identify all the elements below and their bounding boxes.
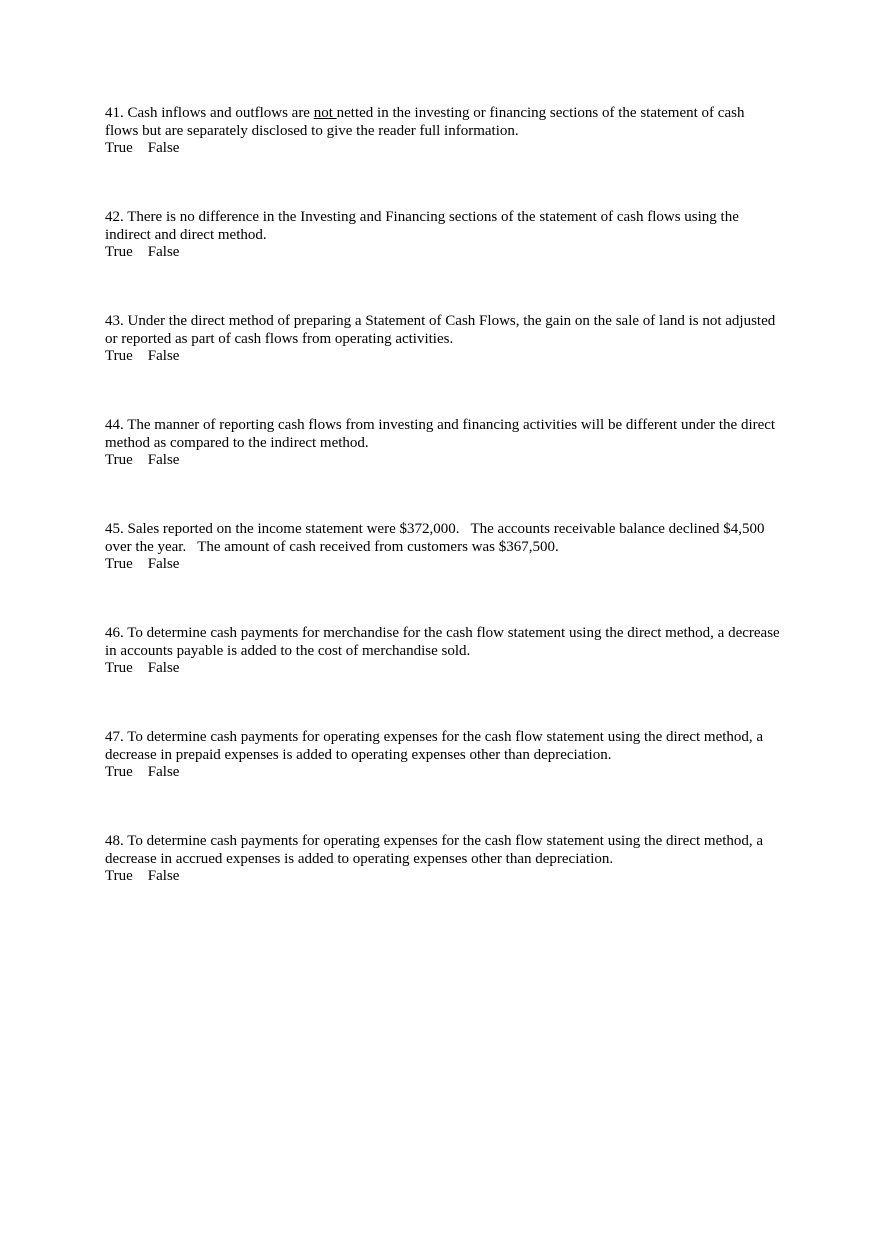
false-option[interactable]: False bbox=[147, 452, 180, 468]
answer-options bbox=[105, 764, 780, 782]
answer-options bbox=[105, 452, 780, 470]
answer-options bbox=[105, 348, 780, 366]
true-option[interactable]: True bbox=[105, 660, 133, 676]
question-42 bbox=[105, 209, 780, 262]
question-number: 43. bbox=[105, 313, 124, 329]
false-option[interactable]: False bbox=[147, 140, 180, 156]
answer-options bbox=[105, 244, 780, 262]
question-text bbox=[105, 209, 780, 244]
false-option[interactable]: False bbox=[147, 556, 180, 572]
true-option[interactable]: True bbox=[105, 348, 133, 364]
question-text bbox=[105, 521, 780, 556]
question-body: The manner of reporting cash flows from investing and financing activities will be different under the direct method as compared to the indirect method. bbox=[105, 417, 776, 451]
question-text-part: netted in the investing or financing sections of the statement of cash flows but are separately disclosed to give the reader full information. bbox=[105, 105, 745, 139]
answer-options bbox=[105, 660, 780, 678]
question-45 bbox=[105, 521, 780, 574]
question-body: To determine cash payments for operating expenses for the cash flow statement using the direct method, a decrease in prepaid expenses is added to operating expenses other than depreciation. bbox=[105, 729, 764, 763]
true-option[interactable]: True bbox=[105, 140, 133, 156]
question-text-part: Cash inflows and outflows are bbox=[127, 105, 314, 121]
answer-options bbox=[105, 556, 780, 574]
question-41 bbox=[105, 105, 780, 158]
question-text bbox=[105, 729, 780, 764]
question-text bbox=[105, 833, 780, 868]
question-number: 47. bbox=[105, 729, 124, 745]
false-option[interactable]: False bbox=[147, 348, 180, 364]
question-body: Sales reported on the income statement were $372,000. The accounts receivable balance declined $4,500 over the year. The amount of cash received from customers was $367,500. bbox=[105, 521, 769, 555]
true-option[interactable]: True bbox=[105, 244, 133, 260]
question-46 bbox=[105, 625, 780, 678]
true-option[interactable]: True bbox=[105, 556, 133, 572]
question-text bbox=[105, 417, 780, 452]
true-option[interactable]: True bbox=[105, 452, 133, 468]
question-body: Under the direct method of preparing a Statement of Cash Flows, the gain on the sale of land is not adjusted or reported as part of cash flows from operating activities. bbox=[105, 313, 776, 347]
question-body: To determine cash payments for merchandise for the cash flow statement using the direct method, a decrease in accounts payable is added to the cost of merchandise sold. bbox=[105, 625, 780, 659]
false-option[interactable]: False bbox=[147, 764, 180, 780]
question-number: 42. bbox=[105, 209, 124, 225]
answer-options bbox=[105, 140, 780, 158]
question-text bbox=[105, 105, 780, 140]
question-number: 48. bbox=[105, 833, 124, 849]
question-body: There is no difference in the Investing and Financing sections of the statement of cash flows using the indirect and direct method. bbox=[105, 209, 739, 243]
question-44 bbox=[105, 417, 780, 470]
question-47 bbox=[105, 729, 780, 782]
answer-options bbox=[105, 868, 780, 886]
false-option[interactable]: False bbox=[147, 244, 180, 260]
question-text bbox=[105, 313, 780, 348]
question-number: 45. bbox=[105, 521, 124, 537]
question-43 bbox=[105, 313, 780, 366]
true-option[interactable]: True bbox=[105, 868, 133, 884]
question-number: 46. bbox=[105, 625, 124, 641]
false-option[interactable]: False bbox=[147, 868, 180, 884]
question-number: 41. bbox=[105, 105, 124, 121]
false-option[interactable]: False bbox=[147, 660, 180, 676]
question-text bbox=[105, 625, 780, 660]
question-48 bbox=[105, 833, 780, 886]
question-number: 44. bbox=[105, 417, 124, 433]
true-option[interactable]: True bbox=[105, 764, 133, 780]
underlined-emphasis: not bbox=[313, 105, 337, 121]
question-body: To determine cash payments for operating expenses for the cash flow statement using the direct method, a decrease in accrued expenses is added to operating expenses other than depreciation. bbox=[105, 833, 764, 867]
